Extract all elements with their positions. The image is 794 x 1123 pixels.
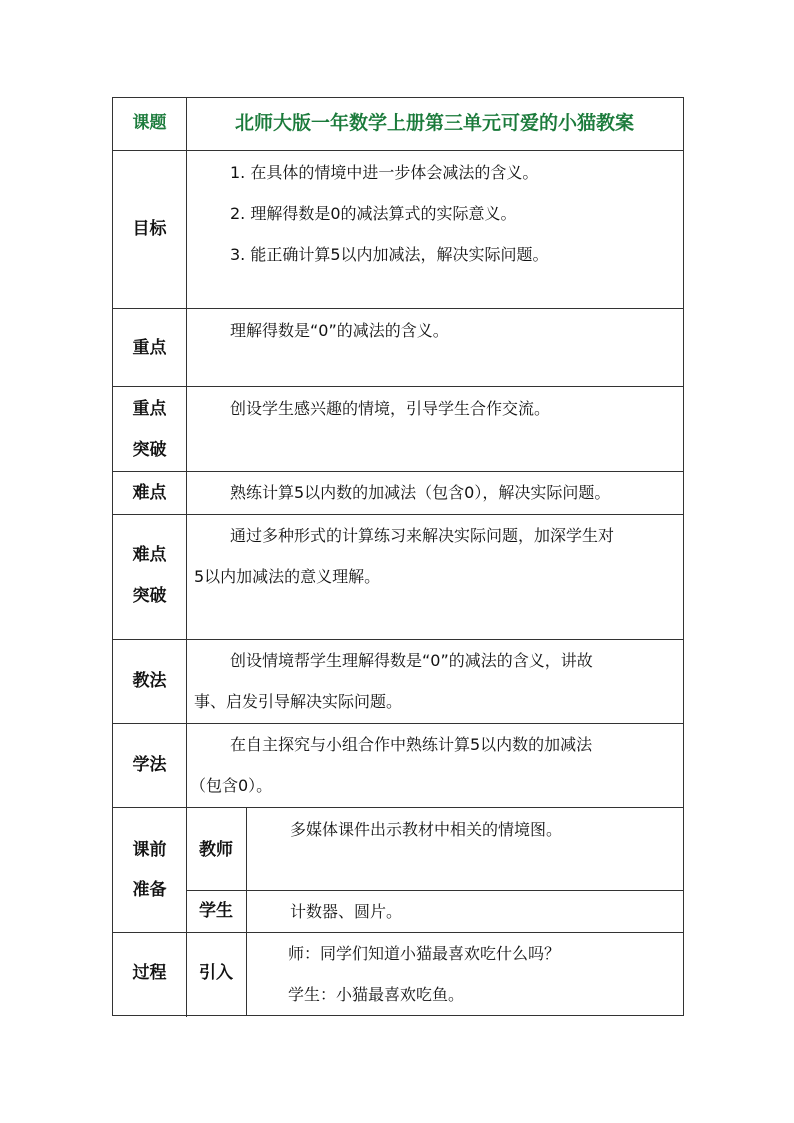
preparation-label-line2: 准备: [132, 880, 167, 900]
difficulty-breakthrough-line1: 通过多种形式的计算练习来解决实际问题，加深学生对: [230, 526, 615, 545]
goals-label: 目标: [132, 219, 167, 239]
process-label: 过程: [132, 963, 167, 983]
sub-column-divider: [246, 807, 247, 1015]
preparation-label-line1: 课前: [132, 840, 167, 860]
row-divider: [113, 386, 683, 387]
student-label: 学生: [199, 901, 233, 921]
key-point-label: 重点: [132, 338, 167, 358]
student-prep-text: 计数器、圆片。: [290, 902, 403, 921]
difficulty-breakthrough-label-line1: 难点: [132, 545, 167, 565]
difficulty-breakthrough-label-line2: 突破: [132, 586, 167, 606]
key-point-text: 理解得数是“0”的减法的含义。: [230, 321, 449, 340]
row-divider: [113, 308, 683, 309]
process-line2: 学生：小猫最喜欢吃鱼。: [288, 985, 465, 1004]
learning-method-line2: （包含0）。: [190, 776, 273, 795]
teaching-method-line2: 事、启发引导解决实际问题。: [194, 692, 403, 711]
goal-item: 2. 理解得数是0的减法算式的实际意义。: [230, 204, 517, 223]
row-divider: [113, 807, 683, 808]
goal-item: 1. 在具体的情境中进一步体会减法的含义。: [230, 163, 539, 182]
process-line1: 师：同学们知道小猫最喜欢吃什么吗？: [288, 944, 561, 963]
page-title: 北师大版一年数学上册第三单元可爱的小猫教案: [234, 112, 634, 134]
teacher-prep-text: 多媒体课件出示教材中相关的情境图。: [290, 820, 563, 839]
column-divider: [186, 98, 187, 1017]
header-label: 课题: [132, 113, 167, 133]
key-breakthrough-label-line2: 突破: [132, 440, 167, 460]
key-breakthrough-text: 创设学生感兴趣的情境，引导学生合作交流。: [230, 399, 551, 418]
difficulty-label: 难点: [132, 483, 167, 503]
goal-item: 3. 能正确计算5以内加减法，解决实际问题。: [230, 245, 549, 264]
learning-method-line1: 在自主探究与小组合作中熟练计算5以内数的加减法: [230, 735, 593, 754]
difficulty-breakthrough-line2: 5以内加减法的意义理解。: [194, 567, 381, 586]
difficulty-text: 熟练计算5以内数的加减法（包含0），解决实际问题。: [230, 483, 611, 502]
learning-method-label: 学法: [132, 755, 167, 775]
row-divider: [113, 150, 683, 151]
lesson-plan-table: [112, 97, 684, 1016]
teaching-method-line1: 创设情境帮学生理解得数是“0”的减法的含义，讲故: [230, 651, 593, 670]
row-divider: [186, 890, 683, 891]
teacher-label: 教师: [199, 840, 233, 860]
teaching-method-label: 教法: [132, 671, 167, 691]
intro-label: 引入: [199, 963, 233, 983]
key-breakthrough-label-line1: 重点: [132, 399, 167, 419]
